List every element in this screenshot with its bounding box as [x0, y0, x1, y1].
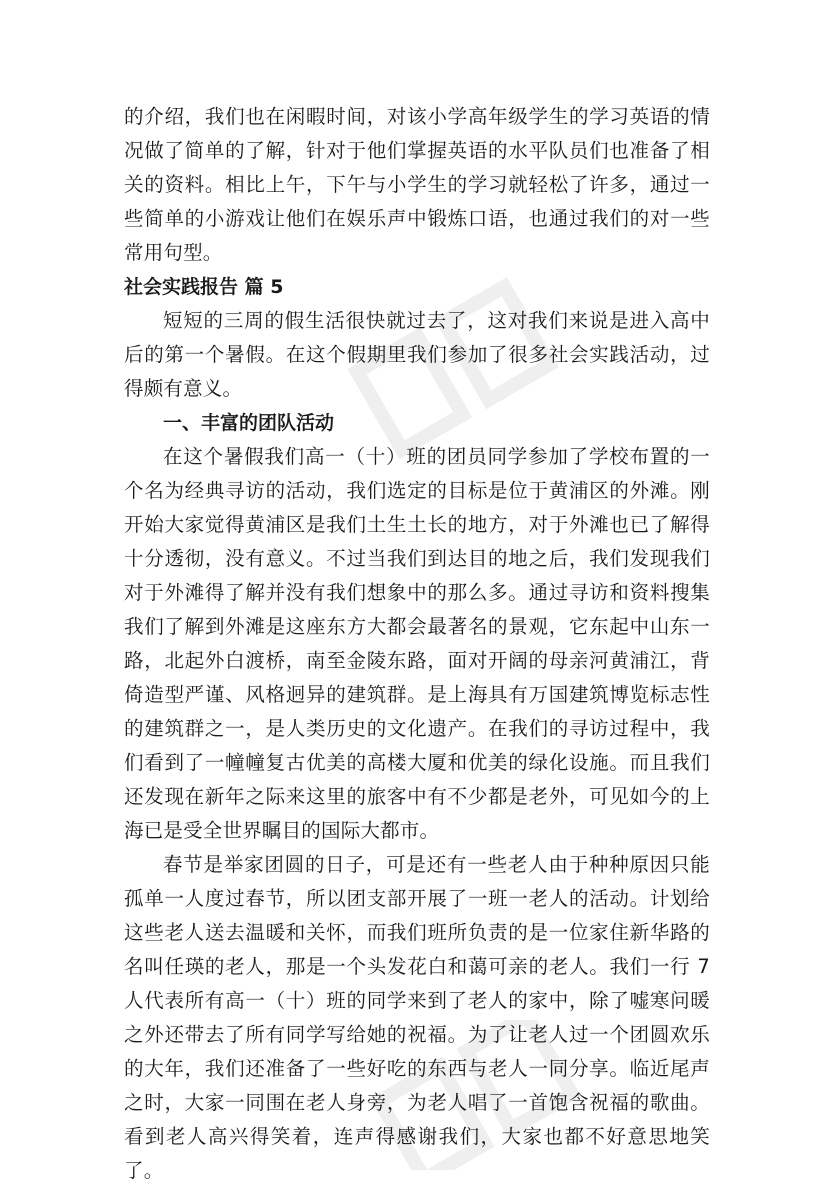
- section-heading: 社会实践报告 篇 5: [124, 276, 284, 298]
- paragraph: 的介绍，我们也在闲暇时间，对该小学高年级学生的学习英语的情况做了简单的了解，针对于他们掌握英语的水平队员们也准备了相关的资料。相比上午，下午与小学生的学习就轻松了许多，通过一些简单的小游戏让他们在娱乐声中锻炼口语，也通过我们的对一些常用句型。: [124, 105, 710, 264]
- paragraph: 短短的三周的假生活很快就过去了，这对我们来说是进入高中后的第一个暑假。在这个假期里我们参加了很多社会实践活动，过得颇有意义。: [124, 309, 710, 400]
- paragraph: 在这个暑假我们高一（十）班的团员同学参加了学校布置的一个名为经典寻访的活动，我们选定的目标是位于黄浦区的外滩。刚开始大家觉得黄浦区是我们土生土长的地方，对于外滩也已了解得十分透彻，没有意义。不过当我们到达目的地之后，我们发现我们对于外滩得了解并没有我们想象中的那么多。通过寻访和资料搜集我们了解到外滩是这座东方大都会最著名的景观，它东起中山东一路，北起外白渡桥，南至金陵东路，面对开阔的母亲河黄浦江，背倚造型严谨、风格迥异的建筑群。是上海具有万国建筑博览标志性的建筑群之一，是人类历史的文化遗产。在我们的寻访过程中，我们看到了一幢幢复古优美的高楼大厦和优美的绿化设施。而且我们还发现在新年之际来这里的旅客中有不少都是老外，可见如今的上海已是受全世界瞩目的国际大都市。: [124, 445, 710, 842]
- paragraph: 春节是举家团圆的日子，可是还有一些老人由于种种原因只能孤单一人度过春节，所以团支部开展了一班一老人的活动。计划给这些老人送去温暖和关怀，而我们班所负责的是一位家住新华路的名叫任瑛的老人，那是一个头发花白和蔼可亲的老人。我们一行 7 人代表所有高一（十）班的同学来到了老人的家中，除了嘘寒问暖之外还带去了所有同学写给她的祝福。为了让老人过一个团圆欢乐的大年，我们还准备了一些好吃的东西与老人一同分享。临近尾声之时，大家一同围在老人身旁，为老人唱了一首饱含祝福的歌曲。看到老人高兴得笑着，连声得感谢我们，大家也都不好意思地笑了。: [124, 853, 710, 1182]
- document-body: [124, 100, 710, 1188]
- subsection-heading: 一、丰富的团队活动: [163, 412, 335, 434]
